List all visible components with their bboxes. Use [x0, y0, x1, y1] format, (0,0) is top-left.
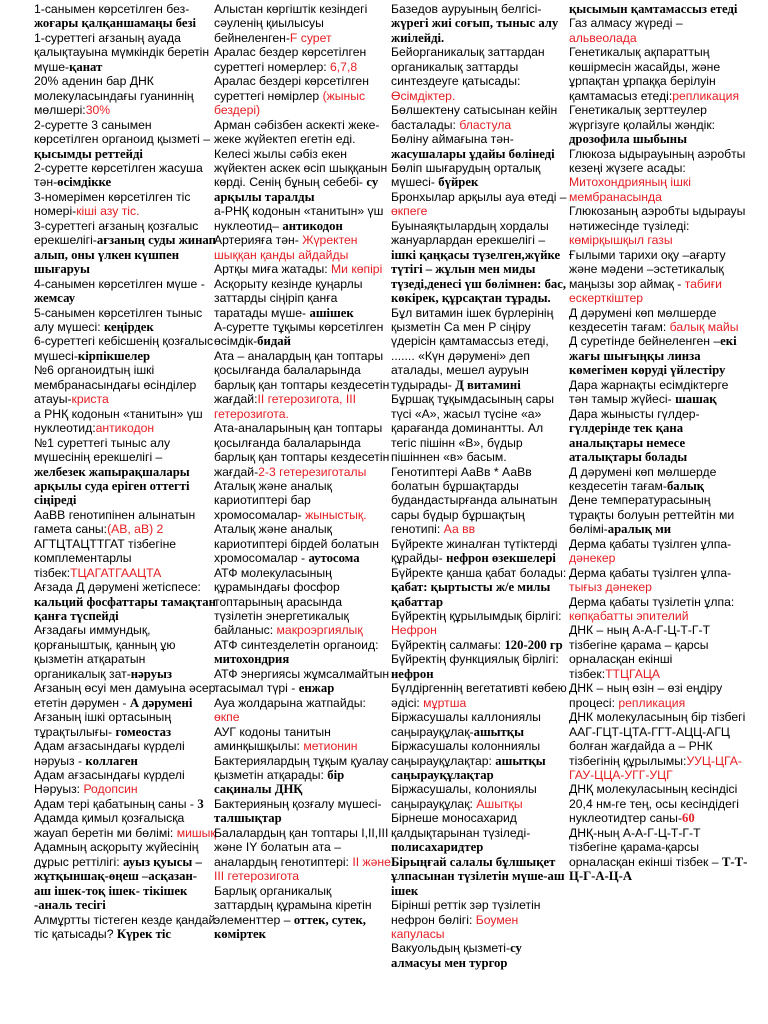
qa-item: [34, 797, 216, 811]
qa-item: [214, 725, 392, 754]
question-text: Ғылыми тарихи оқу –ағарту және мәдени –эстетикалық маңызы зор аймақ -: [569, 247, 726, 291]
answer-text: Жүректен шыққан қанды айдайды: [214, 233, 358, 262]
answer-text: өкпе: [214, 710, 240, 725]
qa-item: [34, 710, 216, 739]
qa-item: [569, 782, 749, 825]
qa-item: [569, 16, 749, 45]
qa-item: [569, 103, 749, 146]
answer-text: Нефрон: [391, 623, 437, 638]
answer-text: Т-Т-Ц-Г-А-Ц-А: [569, 854, 748, 884]
answer-text: жыныстық.: [305, 507, 367, 522]
answer-text: Боумен капуласы: [391, 912, 519, 941]
question-text: Ата-аналарының қан топтары қосылғанда балаларында барлық қан топтары кездесетін жағдай-: [214, 421, 390, 479]
question-text: Артерияға тән-: [214, 233, 303, 248]
answer-text: ашішек: [309, 305, 354, 320]
qa-item: [391, 739, 569, 782]
question-text: АУГ кодоны танитын аминқышқылы:: [214, 724, 331, 754]
qa-item: [214, 479, 392, 522]
qa-item: [569, 334, 749, 377]
question-text: Барлық органикалық заттардың құрамына кіретін элементтер –: [214, 883, 372, 927]
question-text: 3-номерімен көрсетілген тіс номері-: [34, 189, 191, 219]
qa-item: [214, 233, 392, 262]
question-text: Ағзаның өсуі мен дамуына әсер ететін дәрумен -: [34, 681, 216, 710]
question-text: Артқы миға жатады:: [214, 262, 332, 277]
qa-item: [569, 681, 749, 710]
answer-text: бір сақиналы ДНҚ: [214, 768, 345, 797]
qa-item: [214, 74, 392, 117]
answer-text: метионин: [303, 739, 358, 754]
answer-text: қысымын қамтамассыз етеді: [569, 2, 738, 16]
answer-text: аутосома: [308, 551, 360, 566]
question-text: Бүйректе қанша қабат болады:: [391, 565, 567, 580]
answer-text: (АВ, аВ) 2: [107, 522, 164, 537]
answer-text: қысымды реттейді: [34, 146, 143, 161]
qa-item: [391, 190, 569, 219]
answer-text: ашытқы саңырауқұлақтар: [391, 753, 546, 783]
question-text: Аталық және аналық кариотиптері бірдей болатын хромосомалар -: [214, 522, 380, 566]
question-text: Дара жарнақты есімдіктерге тән тамыр жүйесі-: [569, 377, 729, 407]
qa-item: [34, 681, 216, 710]
answer-text: балық: [666, 478, 705, 493]
question-text: Вакуольдың қызметі-: [391, 941, 511, 956]
question-text: 2-суретте көрсетілген жасуша тән-: [34, 160, 203, 190]
answer-text: Өсімдіктер.: [391, 88, 456, 103]
question-text: Адамда қимыл қозғалысқа жауап беретін ми бөлімі:: [34, 811, 185, 840]
answer-text: II гетерозигота, III гетерозигота.: [214, 392, 357, 421]
qa-item: [34, 436, 216, 508]
qa-item: [34, 623, 216, 681]
qa-item: [391, 681, 569, 710]
qa-item: [569, 465, 749, 494]
question-text: Бұл витамин ішек бүрлерінің қызметін Са мен Р сіңіру үдерісін қамтамассыз етеді, ....... «Күн дәрумені» деп аталады, мешел ауруын тудырады-: [391, 305, 554, 392]
answer-text: репликация: [618, 695, 686, 710]
qa-item: [214, 667, 392, 696]
answer-text: II және III гетерозигота: [214, 854, 391, 884]
qa-item: [34, 811, 216, 840]
answer-text: ішкі қаңқасы түзелген,жүйке түтігі – жұлын мен миды түзеді,денесі үш бөлімнен: бас, көкірек, құрсақтан тұрады.: [391, 247, 567, 306]
answer-text: шашақ: [675, 392, 717, 407]
qa-item: [569, 623, 749, 681]
answer-text: 6,7,8: [330, 59, 358, 74]
qa-item: [569, 710, 749, 782]
answer-text: желбезек жапырақшалары арқылы суда еріген оттегті сіңіреді: [34, 464, 190, 508]
question-text: 1-суреттегі ағзаның ауада қалықтауына мүмкіндік беретін мүше-: [34, 30, 210, 74]
answer-text: су арқылы таралды: [214, 175, 379, 204]
question-text: Дара жынысты гүлдер-: [569, 406, 700, 421]
qa-item: [391, 45, 569, 103]
answer-text: табиғи ескерткіштер: [569, 276, 722, 306]
qa-item: [34, 277, 216, 306]
qa-item: [569, 493, 749, 536]
answer-text: мишық: [176, 825, 216, 840]
question-text: 6-суреттегі кебісшенің қозғалыс мүшесі-: [34, 334, 214, 363]
qa-item: [569, 147, 749, 205]
answer-text: ауыз қуысы –жұтқыншақ-өңеш –асқазан- аш ішек-тоқ ішек- тікішек -аналь тесігі: [34, 854, 202, 913]
qa-item: [34, 118, 216, 161]
answer-text: жемсау: [34, 291, 76, 306]
question-text: ДНК – ның өзін – өзі еңдіру процесі:: [569, 681, 723, 710]
answer-text: макроэргиялық: [276, 623, 363, 638]
question-text: а РНҚ кодонын «танитын» үш нуклеотид:: [34, 406, 203, 436]
qa-item: [569, 378, 749, 407]
answer-text: ағзаның суды жинап алып, оны үлкен күшпен шығаруы: [34, 233, 216, 277]
qa-item: [569, 45, 749, 103]
question-text: а-РНҚ кодонын «танитын» үш нуклеотид–: [214, 204, 384, 233]
qa-item: [34, 2, 216, 31]
answer-text: криста: [71, 392, 109, 407]
qa-item: [391, 2, 569, 45]
question-text: Бөліп шығарудың орталық мүшесі-: [391, 160, 541, 190]
answer-text: мұртша: [423, 695, 467, 710]
qa-item: [391, 306, 569, 393]
question-text: 20% аденин бар ДНК молекуласындағы гуаниннің мөлшері:: [34, 74, 194, 118]
question-text: Бейорганикалық заттардан органикалық заттарды синтездеуге қатысады:: [391, 45, 545, 89]
question-text: Бүйректің салмағы:: [391, 637, 505, 652]
question-text: Алмұртты тістеген кезде қандай тіс қатысады?: [34, 912, 216, 941]
answer-text: 60: [682, 811, 695, 826]
answer-text: екі жағы шығыңқы линза көмегімен көруді үйлестіру: [569, 334, 737, 378]
answer-text: 3: [197, 796, 204, 811]
qa-item: [569, 2, 749, 16]
question-text: Арман сәбізбен аскекті жеке-жеке жүйектеп егетін еді. Келесі жылы сәбіз екен жүйектен аскек өсіп шыққанын көрді. Сенің бұның себебі-: [214, 117, 388, 190]
qa-item: [569, 595, 749, 624]
qa-item: [214, 566, 392, 638]
question-text: Аралас бездер көрсетілген суреттегі номерлер:: [214, 45, 367, 74]
qa-item: [391, 941, 569, 970]
answer-text: митохондрия: [214, 652, 290, 667]
text-column-4: [569, 2, 749, 1022]
answer-text: нәруыз: [130, 666, 172, 681]
text-column-1: [34, 2, 216, 1022]
qa-item: [34, 580, 216, 623]
question-text: Глюкоза ыдырауының аэробты кезеңі жүзеге асады:: [569, 146, 746, 175]
qa-item: [214, 522, 392, 565]
question-text: Аталық және аналық кариотиптері бар хромосомалар-: [214, 478, 332, 522]
qa-item: [34, 190, 216, 219]
answer-text: Д витамині: [455, 377, 521, 392]
answer-text: дәнекер: [569, 551, 616, 566]
qa-item: [214, 320, 392, 349]
qa-item: [569, 566, 749, 595]
question-text: 4-санымен көрсетілген мүше -: [34, 276, 205, 291]
answer-text: бүйрек: [438, 175, 479, 190]
qa-item: [391, 537, 569, 566]
question-text: ДНҚ молекуласының кесіндісі 20,4 нм-ге тең, осы кесіндідегі нуклеотидтер саны-: [569, 782, 739, 826]
qa-item: [391, 898, 569, 941]
qa-item: [214, 118, 392, 205]
answer-text: репликация: [672, 88, 740, 103]
question-text: Біржасушалы, колониялы саңырауқұлақ:: [391, 782, 537, 811]
question-text: Базедов ауруының белгісі-: [391, 2, 542, 16]
question-text: №1 суреттегі тыныс алу мүшесінің ерекшелігі –: [34, 435, 171, 465]
question-text: Біржасушалы колонниялы саңырауқұлақтар:: [391, 739, 541, 768]
answer-text: (жыныс бездері): [214, 88, 366, 118]
answer-text: Родопсин: [83, 782, 138, 797]
qa-item: [34, 219, 216, 277]
qa-item: [34, 306, 216, 335]
qa-item: [391, 855, 569, 898]
question-text: Бүйректе жиналған түтіктерді құрайды-: [391, 536, 558, 566]
qa-item: [214, 638, 392, 667]
text-column-2: [214, 2, 392, 1022]
answer-text: кірпікшелер: [77, 348, 151, 363]
answer-text: оттек, сутек, көміртек: [214, 912, 366, 941]
question-text: №6 органоидтың ішкі мембранасындағы өсінділер атауы-: [34, 363, 197, 407]
text-column-3: [391, 2, 569, 1022]
question-text: Бірінші реттік зәр түзілетін нефрон бөлігі:: [391, 898, 541, 927]
question-text: Дерма қабаты түзілген ұлпа-: [569, 565, 732, 580]
answer-text: дрозофила шыбыны: [569, 132, 687, 147]
qa-item: [214, 45, 392, 74]
qa-item: [391, 652, 569, 681]
answer-text: кальций фосфаттары тамақтан қанға түспейді: [34, 594, 216, 624]
answer-text: ашытқы: [473, 724, 525, 739]
answer-text: Күрек тіс: [116, 927, 171, 941]
qa-item: [34, 31, 216, 74]
qa-item: [34, 739, 216, 768]
question-text: Адам тері қабатының саны -: [34, 796, 198, 811]
qa-item: [214, 262, 392, 276]
question-text: Генетикалық ақпараттың көшірмесін жасайды, және ұрпақтан ұрпаққа берілуін қамтамасыз етеді:: [569, 45, 721, 103]
question-text: ДНК – ның А-А-Г-Ц-Т-Г-Т тізбегіне қарама – қарсы орналасқан екінші тізбек:: [569, 623, 711, 681]
answer-text: су алмасуы мен тургор: [391, 941, 522, 970]
answer-text: Бірыңғай салалы бұлшықет ұлпасынан түзілетін мүше-аш ішек: [391, 854, 565, 898]
question-text: Дене температурасының тұрақты болуын реттейтін ми бөлімі-: [569, 493, 735, 537]
answer-text: жүрегі жиі соғып, тыныс алу жиілейді.: [391, 16, 559, 45]
answer-text: кіші азу тіс.: [76, 204, 140, 219]
qa-item: [214, 204, 392, 233]
qa-item: [34, 161, 216, 190]
qa-item: [391, 392, 569, 537]
question-text: АТФ молекуласының құрамындағы фосфор топтарының арасында түзілетін энергетикалық байланыс:: [214, 565, 349, 638]
qa-item: [569, 537, 749, 566]
qa-item: [391, 811, 569, 854]
qa-item: [34, 363, 216, 406]
answer-text: Митохондрияның ішкі мембранасында: [569, 175, 691, 204]
answer-text: өкпеге: [391, 204, 428, 219]
question-text: Бүйректің функциялық бірлігі:: [391, 652, 559, 667]
answer-text: көпқабатты эпителий: [569, 609, 689, 624]
answer-text: тығыз дәнекер: [569, 580, 652, 595]
question-text: Асқорыту кезінде қуңарлы заттарды сіңіріп қанға таратады мүше-: [214, 276, 363, 320]
question-text: Балалардың қан топтары I,II,III және IY болатын ата – аналардың генотиптері:: [214, 825, 389, 869]
qa-item: [569, 826, 749, 884]
answer-text: ТЦАГАТГААЦТА: [70, 565, 162, 580]
qa-item: [391, 219, 569, 306]
qa-item: [214, 277, 392, 320]
qa-item: [214, 2, 392, 45]
question-text: АТФ энергиясы жұмсалмайтын тасымал түрі -: [214, 666, 390, 696]
question-text: Ауа жолдарына жатпайды:: [214, 695, 366, 710]
qa-item: [391, 609, 569, 638]
qa-item: [569, 204, 749, 247]
answer-text: енжар: [298, 681, 335, 696]
answer-text: жоғары қалқаншамаңы безі: [34, 16, 197, 31]
qa-item: [391, 161, 569, 190]
question-text: А-суретте тұқымы көрсетілген өсімдік-: [214, 319, 384, 349]
question-text: Ағзада Д дәрумені жетіспесе:: [34, 580, 201, 595]
answer-text: көмірқышқыл газы: [569, 233, 673, 248]
question-text: Адам ағзасындағы күрделі Нәруыз:: [34, 768, 185, 797]
answer-text: Аа вв: [443, 522, 476, 537]
question-text: АаВВ генотипінен алынатын гамета саны:: [34, 507, 196, 537]
answer-text: нефрон өзекшелері: [446, 551, 556, 566]
question-text: Ағзаның ішкі ортасының тұрақтылығы-: [34, 710, 172, 739]
qa-item: [569, 306, 749, 335]
qa-item: [391, 103, 569, 132]
question-text: АГТЦТАЦТТГАТ тізбегіне комплементарлы тізбек:: [34, 536, 177, 580]
question-text: 5-санымен көрсетілген тыныс алу мүшесі:: [34, 305, 203, 334]
qa-item: [569, 248, 749, 306]
question-text: Алыстан көргіштік кезіндегі сәуленің қиылысуы бейнеленген-: [214, 2, 368, 45]
answer-text: бластула: [459, 117, 512, 132]
question-text: Бөлшектену сатысынан кейін басталады:: [391, 103, 558, 132]
qa-item: [34, 74, 216, 117]
question-text: Бүйректің құрылымдық бірлігі:: [391, 609, 562, 624]
question-text: Адам ағзасындағы күрделі нәруыз -: [34, 739, 185, 768]
question-text: ДНҚ-ның А-А-Г-Ц-Т-Г-Т тізбегіне қарама-қарсы орналасқан екінші тізбек –: [569, 825, 722, 869]
answer-text: кеңірдек: [103, 319, 154, 334]
question-text: Адамның асқорыту жүйесінің дұрыс реттілігі:: [34, 840, 199, 869]
answer-text: бидай: [257, 334, 291, 349]
answer-text: А дәрумені: [129, 695, 193, 710]
question-text: Дерма қабаты түзілетін ұлпа:: [569, 594, 735, 609]
answer-text: ТТЦГАЦА: [605, 666, 661, 681]
question-text: ДНК молекуласының бір тізбегі ААГ-ГЦТ-ЦТА-ГГТ-АЦЦ-АГЦ болған жағдайда а – РНК тізбегінің құрылымы:: [569, 710, 746, 768]
answer-text: полисахаридтер: [391, 840, 484, 855]
question-text: Буынаяқтылардың хордалы жануарлардан ерекшелігі –: [391, 218, 549, 248]
question-text: Ата – аналардың қан топтары қосылғанда балаларында барлық қан топтары кездесетін жағдай:: [214, 348, 390, 407]
qa-item: [34, 913, 216, 942]
answer-text: қабат: қыртысты ж/е милы қабаттар: [391, 580, 551, 609]
question-text: Д дәрумені көп мөлшерде кездесетін тағам:: [569, 305, 717, 334]
question-text: АТФ синтезделетін органоид:: [214, 637, 379, 652]
question-text: Бүлдіргеннің вегетативті көбею әдісі:: [391, 681, 567, 710]
answer-text: гомеостаз: [115, 724, 172, 739]
qa-item: [569, 407, 749, 465]
answer-text: жасушалары ұдайы бөлінеді: [391, 146, 555, 161]
question-text: Бұршақ тұқымдасының сары түсі «А», жасыл түсіне «а» қарағанда доминантты. Ал тегіс пішінн «В», бүдыр пішіннен «в» басым. Генотиптері АаВв * АаВв болатын бұршақтарды будандастырғанда алынатын сары бүдыр бұршақтың генотипі:: [391, 392, 558, 537]
answer-text: 2-3 гетерезиготалы: [258, 464, 367, 479]
answer-text: коллаген: [85, 753, 138, 768]
question-text: 1-санымен көрсетілген без-: [34, 2, 190, 16]
qa-item: [391, 132, 569, 161]
question-text: Біржасушалы каллониялы саңырауқұлақ-: [391, 710, 541, 739]
question-text: 3-суреттегі ағзаның қозғалыс ерекшелігі-: [34, 218, 199, 248]
question-text: Генетикалық зерттеулер жүргізуге қолайлы жәндік:: [569, 103, 716, 132]
question-text: Бактериялардың тұқым қуалау қызметін атқарады:: [214, 753, 389, 783]
question-text: Д дәрумені көп мөлшерде кездесетін тағам-: [569, 464, 717, 493]
question-text: 2-суретте 3 санымен көрсетілген органоид қызметі –: [34, 117, 211, 147]
qa-item: [214, 696, 392, 725]
answer-text: 30%: [85, 103, 111, 118]
answer-text: УУЦ-ЦГА-ГАУ-ЦЦА-УГГ-УЦГ: [569, 753, 742, 783]
question-text: Ағзадағы иммундық, қорғаныштық, қанның ұю қызметін атқаратын органикалық зат-: [34, 623, 176, 681]
question-text: Аралас бездері көрсетілген суреттегі нөмірлер: [214, 74, 369, 103]
answer-text: талшықтар: [214, 811, 282, 826]
qa-item: [34, 537, 216, 580]
answer-text: альвеолада: [569, 30, 637, 45]
qa-item: [34, 508, 216, 537]
question-text: Глюкозаның аэробты ыдырауы нәтижесінде түзіледі:: [569, 204, 746, 233]
question-text: Бірнеше моносахарид қалдықтарынан түзіледі-: [391, 811, 531, 840]
qa-item: [34, 334, 216, 363]
qa-item: [34, 407, 216, 436]
qa-item: [391, 782, 569, 811]
answer-text: гүлдерінде тек қана аналықтары немесе аталықтары болады: [569, 421, 688, 465]
answer-text: нефрон: [391, 666, 434, 681]
qa-item: [391, 566, 569, 609]
qa-item: [214, 754, 392, 797]
answer-text: антикодон: [282, 218, 343, 233]
qa-item: [34, 768, 216, 797]
question-text: Бронхылар арқылы ауа өтеді –: [391, 189, 567, 204]
qa-item: [34, 840, 216, 912]
answer-text: Ашытқы: [476, 796, 523, 811]
qa-item: [391, 638, 569, 652]
qa-item: [214, 884, 392, 942]
qa-item: [214, 421, 392, 479]
question-text: Дерма қабаты түзілген ұлпа-: [569, 536, 732, 551]
answer-text: 120-200 гр: [504, 637, 563, 652]
answer-text: Ми көпірі: [331, 262, 383, 277]
question-text: Газ алмасу жүреді –: [569, 16, 683, 31]
question-text: Бактерияның қозғалу мүшесі-: [214, 796, 382, 811]
qa-item: [214, 826, 392, 884]
answer-text: өсімдікке: [57, 175, 112, 190]
qa-item: [214, 349, 392, 421]
answer-text: F сурет: [289, 30, 332, 45]
qa-item: [391, 710, 569, 739]
answer-text: антикодон: [95, 421, 155, 436]
answer-text: балық майы: [669, 319, 739, 334]
question-text: Бөліну аймағына тән-: [391, 132, 514, 147]
qa-item: [214, 797, 392, 826]
question-text: Д суретінде бейнеленген –: [569, 334, 721, 349]
answer-text: қанат: [69, 59, 103, 74]
answer-text: аралық ми: [607, 522, 672, 537]
